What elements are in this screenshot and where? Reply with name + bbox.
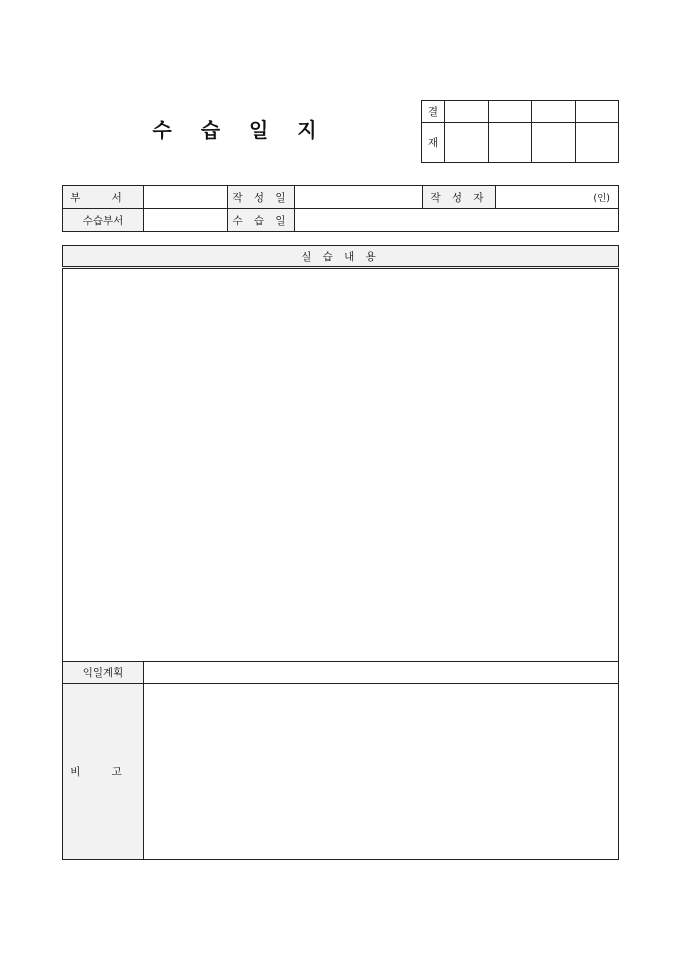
department-field[interactable] (144, 186, 228, 209)
approval-sign-cell[interactable] (575, 123, 619, 163)
trainee-dept-label: 수습부서 (63, 209, 144, 232)
approval-sign-cell[interactable] (445, 123, 489, 163)
plan-field[interactable] (144, 661, 619, 683)
training-date-label: 수 습 일 (228, 209, 295, 232)
training-date-field[interactable] (295, 209, 619, 232)
info-table (62, 185, 619, 232)
remarks-label: 비 고 (63, 683, 144, 859)
seal-mark: (인) (593, 193, 610, 204)
write-date-field[interactable] (295, 186, 423, 209)
approval-label-top: 결 (422, 101, 445, 123)
approval-table (421, 100, 619, 163)
approval-title-cell[interactable] (532, 101, 576, 123)
approval-sign-cell[interactable] (488, 123, 532, 163)
practice-content-area[interactable] (63, 268, 619, 662)
document-title: 수 습 일 지 (152, 118, 328, 142)
writer-field[interactable] (496, 186, 619, 209)
approval-title-cell[interactable] (445, 101, 489, 123)
remarks-field[interactable] (144, 683, 619, 859)
department-label: 부 서 (63, 186, 144, 209)
content-table (62, 245, 619, 860)
section-header: 실 습 내 용 (63, 246, 619, 268)
approval-title-cell[interactable] (488, 101, 532, 123)
trainee-dept-field[interactable] (144, 209, 228, 232)
approval-label-bottom: 재 (422, 123, 445, 163)
approval-sign-cell[interactable] (532, 123, 576, 163)
write-date-label: 작 성 일 (228, 186, 295, 209)
approval-title-cell[interactable] (575, 101, 619, 123)
writer-label: 작 성 자 (423, 186, 496, 209)
plan-label: 익일계획 (63, 661, 144, 683)
